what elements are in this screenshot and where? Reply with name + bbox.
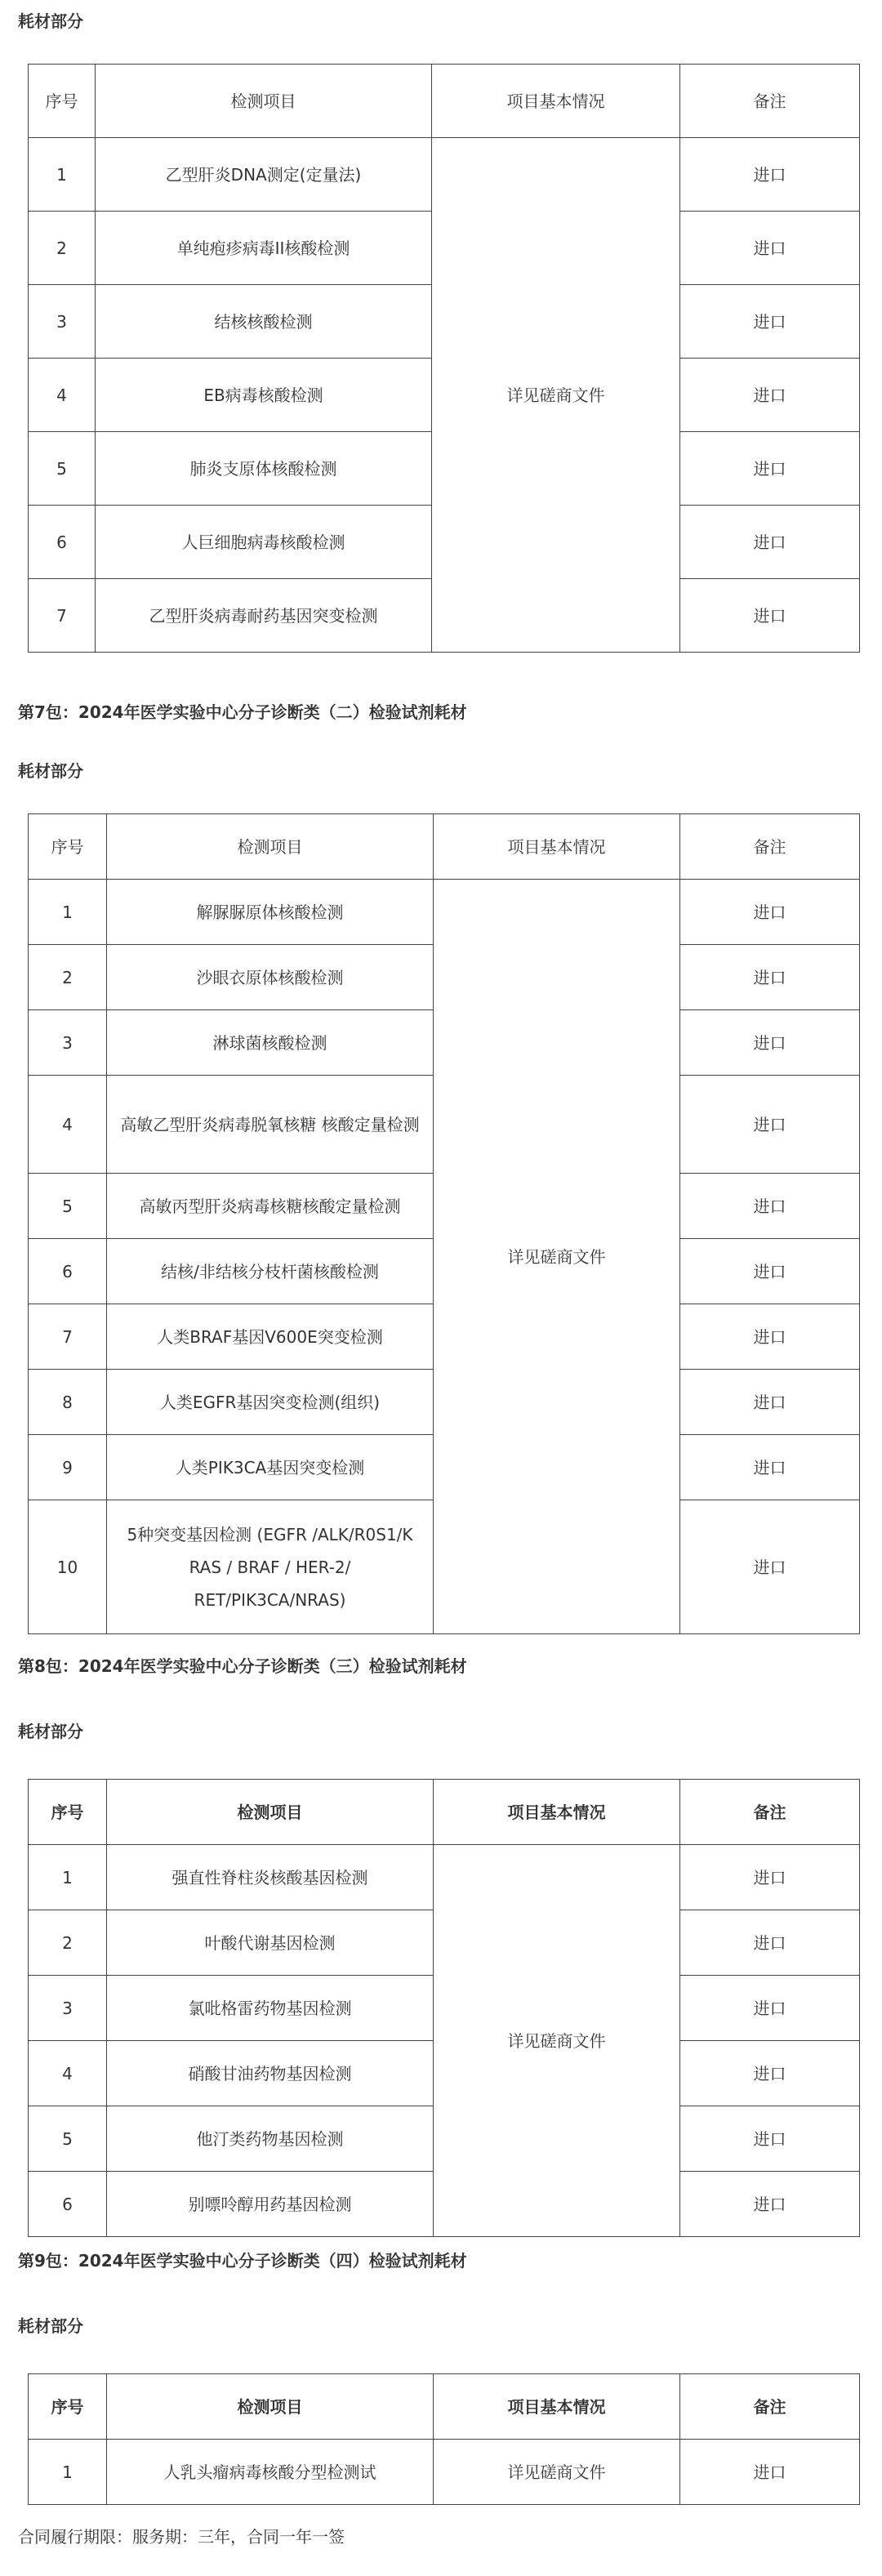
row-note: 进口 — [680, 359, 860, 432]
row-no: 2 — [29, 945, 107, 1010]
row-no: 1 — [29, 2440, 107, 2505]
row-item: 强直性脊柱炎核酸基因检测 — [107, 1845, 434, 1910]
row-item: 沙眼衣原体核酸检测 — [107, 945, 434, 1010]
row-item: 人类EGFR基因突变检测(组织) — [107, 1370, 434, 1435]
row-note: 进口 — [680, 1500, 860, 1634]
row-item: 人类PIK3CA基因突变检测 — [107, 1435, 434, 1500]
row-no: 6 — [29, 2172, 107, 2237]
row-item: 肺炎支原体核酸检测 — [96, 432, 432, 506]
row-no: 7 — [29, 1304, 107, 1370]
row-note: 进口 — [680, 945, 860, 1010]
row-note: 进口 — [680, 1370, 860, 1435]
table-header-row — [29, 65, 860, 138]
row-note: 进口 — [680, 2106, 860, 2172]
row-no: 5 — [29, 2106, 107, 2172]
row-item: 结核核酸检测 — [96, 285, 432, 359]
header-item: 检测项目 — [107, 814, 434, 880]
row-note: 进口 — [680, 212, 860, 285]
row-no: 3 — [29, 1010, 107, 1076]
section-1-subtitle: 耗材部分 — [18, 11, 83, 31]
row-no: 9 — [29, 1435, 107, 1500]
row-note: 进口 — [680, 1174, 860, 1239]
row-no: 10 — [29, 1500, 107, 1634]
row-note: 进口 — [680, 1010, 860, 1076]
row-note: 进口 — [680, 2440, 860, 2505]
header-no: 序号 — [29, 814, 107, 880]
section-4-table — [28, 2373, 860, 2505]
merged-info-cell: 详见磋商文件 — [434, 880, 680, 1634]
section-2-title: 第7包：2024年医学实验中心分子诊断类（二）检验试剂耗材 — [18, 702, 467, 722]
header-info: 项目基本情况 — [432, 65, 680, 138]
row-item: 高敏丙型肝炎病毒核糖核酸定量检测 — [107, 1174, 434, 1239]
row-item: 人乳头瘤病毒核酸分型检测试 — [107, 2440, 434, 2505]
row-no: 3 — [29, 1976, 107, 2041]
header-note: 备注 — [680, 65, 860, 138]
row-no: 4 — [29, 2041, 107, 2106]
row-item: 结核/非结核分枝杆菌核酸检测 — [107, 1239, 434, 1304]
row-item: 单纯疱疹病毒II核酸检测 — [96, 212, 432, 285]
row-note: 进口 — [680, 506, 860, 579]
row-item: 解脲脲原体核酸检测 — [107, 880, 434, 945]
row-note: 进口 — [680, 1239, 860, 1304]
header-item: 检测项目 — [107, 1780, 434, 1845]
row-no: 1 — [29, 880, 107, 945]
row-no: 7 — [29, 579, 96, 653]
row-no: 6 — [29, 1239, 107, 1304]
merged-info-cell: 详见磋商文件 — [434, 2440, 680, 2505]
row-item: EB病毒核酸检测 — [96, 359, 432, 432]
table-row — [29, 2440, 860, 2505]
row-note: 进口 — [680, 1435, 860, 1500]
row-note: 进口 — [680, 1976, 860, 2041]
row-item: 氯吡格雷药物基因检测 — [107, 1976, 434, 2041]
table-header-row — [29, 2374, 860, 2440]
section-4-title: 第9包：2024年医学实验中心分子诊断类（四）检验试剂耗材 — [18, 2251, 467, 2271]
header-note: 备注 — [680, 814, 860, 880]
row-note: 进口 — [680, 2172, 860, 2237]
row-item: 乙型肝炎病毒耐药基因突变检测 — [96, 579, 432, 653]
row-note: 进口 — [680, 285, 860, 359]
section-3-subtitle: 耗材部分 — [18, 1722, 83, 1741]
row-item: 人类BRAF基因V600E突变检测 — [107, 1304, 434, 1370]
row-item: 叶酸代谢基因检测 — [107, 1910, 434, 1976]
row-no: 6 — [29, 506, 96, 579]
row-note: 进口 — [680, 1845, 860, 1910]
contract-period-text: 合同履行期限：服务期：三年，合同一年一签 — [18, 2527, 345, 2547]
header-no: 序号 — [29, 1780, 107, 1845]
header-item: 检测项目 — [107, 2374, 434, 2440]
row-no: 3 — [29, 285, 96, 359]
section-1-table — [28, 64, 860, 653]
row-no: 2 — [29, 212, 96, 285]
row-no: 4 — [29, 359, 96, 432]
header-note: 备注 — [680, 2374, 860, 2440]
row-item: 5种突变基因检测 (EGFR /ALK/R0S1/K RAS / BRAF / HER-2/ RET/PIK3CA/NRAS) — [107, 1500, 434, 1634]
row-note: 进口 — [680, 1304, 860, 1370]
section-3-table — [28, 1779, 860, 2237]
row-no: 1 — [29, 1845, 107, 1910]
row-no: 4 — [29, 1076, 107, 1174]
row-note: 进口 — [680, 880, 860, 945]
row-item: 高敏乙型肝炎病毒脱氧核糖 核酸定量检测 — [107, 1076, 434, 1174]
section-2-table — [28, 813, 860, 1634]
header-item: 检测项目 — [96, 65, 432, 138]
row-no: 5 — [29, 1174, 107, 1239]
row-note: 进口 — [680, 2041, 860, 2106]
header-note: 备注 — [680, 1780, 860, 1845]
merged-info-cell: 详见磋商文件 — [432, 138, 680, 653]
section-3-title: 第8包：2024年医学实验中心分子诊断类（三）检验试剂耗材 — [18, 1656, 467, 1676]
row-note: 进口 — [680, 432, 860, 506]
row-no: 5 — [29, 432, 96, 506]
row-note: 进口 — [680, 1076, 860, 1174]
table-header-row — [29, 814, 860, 880]
row-no: 1 — [29, 138, 96, 212]
row-item: 别嘌呤醇用药基因检测 — [107, 2172, 434, 2237]
row-item: 硝酸甘油药物基因检测 — [107, 2041, 434, 2106]
row-item: 淋球菌核酸检测 — [107, 1010, 434, 1076]
section-4-subtitle: 耗材部分 — [18, 2316, 83, 2336]
header-info: 项目基本情况 — [434, 2374, 680, 2440]
header-no: 序号 — [29, 2374, 107, 2440]
header-info: 项目基本情况 — [434, 1780, 680, 1845]
section-2-subtitle: 耗材部分 — [18, 761, 83, 781]
header-no: 序号 — [29, 65, 96, 138]
row-item: 乙型肝炎DNA测定(定量法) — [96, 138, 432, 212]
row-item: 他汀类药物基因检测 — [107, 2106, 434, 2172]
row-note: 进口 — [680, 579, 860, 653]
row-no: 8 — [29, 1370, 107, 1435]
table-row — [29, 1845, 860, 1910]
merged-info-cell: 详见磋商文件 — [434, 1845, 680, 2237]
header-info: 项目基本情况 — [434, 814, 680, 880]
table-row — [29, 138, 860, 212]
row-no: 2 — [29, 1910, 107, 1976]
table-header-row — [29, 1780, 860, 1845]
row-note: 进口 — [680, 1910, 860, 1976]
row-note: 进口 — [680, 138, 860, 212]
table-row — [29, 880, 860, 945]
row-item: 人巨细胞病毒核酸检测 — [96, 506, 432, 579]
